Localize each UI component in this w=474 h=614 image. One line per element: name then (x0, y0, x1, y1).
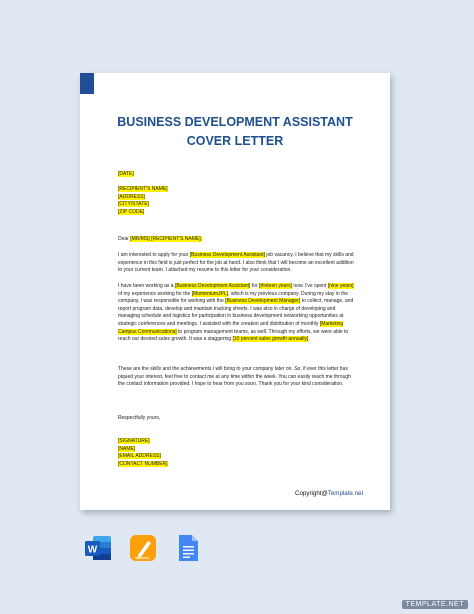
corner-accent (80, 73, 94, 94)
text-run: now. I've spent (292, 283, 328, 289)
highlight-field: [MomentumJPL] (191, 290, 229, 297)
letter-page (80, 73, 390, 510)
text-run: for (250, 283, 259, 289)
contact-field: [CONTACT NUMBER] (118, 460, 168, 467)
recipient-name-field: [RECIPIENT'S NAME] (118, 186, 168, 192)
paragraph-3 (118, 366, 358, 389)
highlight-field: [Marketing Campus Communications] (118, 320, 344, 335)
paragraph-2 (118, 283, 358, 344)
text-run: I am interested to apply for your (118, 252, 190, 258)
signature-field: [SIGNATURE] (118, 438, 150, 444)
text-run: of my experience working for the (118, 290, 192, 297)
watermark: TEMPLATE.NET (402, 600, 468, 609)
text-run: These are the skills and the achievements I will bring to your company later on. So, if ever this letter has piqued your interest, feel free to contact me at any time within the week. You can easily reach me through the contact information provided. I hope to hear from you soon. Thank you for your kind consideration. (118, 366, 351, 388)
text-run: job vacancy. I believe that my skills and experience in this field is just perfect for the job at hand. I also think that I will become an excellent addition to your current team. I attached my resume to this letter for your consideration. (118, 252, 354, 274)
text-run: I have been working as a (118, 283, 175, 289)
text-run: , which is my previous company. During my stay in the company, I was responsible for working with the (118, 290, 349, 305)
copyright-brand: Template.net (327, 490, 364, 497)
pages-icon[interactable] (128, 533, 158, 563)
page-title (80, 113, 390, 151)
highlight-field: [Business Development Assistant] (189, 252, 266, 258)
word-icon-graphic (83, 533, 113, 563)
highlight-field: [Business Development Manager] (225, 298, 301, 305)
zip-field: [ZIP CODE] (118, 208, 145, 215)
highlight-field: [10 percent sales growth annually] (232, 336, 309, 343)
date-field: [DATE] (118, 171, 134, 177)
text-run: to program management teams, as well. Through my efforts, we were able to reach our desired sales growth. It was a staggering (118, 328, 349, 343)
text-run: to collect, manage, and report program data, develop and maintain tracking sheets. I was also in charge of developing and managing schedule and logistics for participation in business development networking opportunities at strategic conferences and meetings. I assisted with the creation and distribution of monthly (118, 298, 354, 327)
salutation (118, 236, 358, 244)
word-letter: W (87, 544, 98, 556)
salutation-name: [MR/MS] [RECIPIENT'S NAME], (130, 236, 203, 242)
paragraph-1 (118, 252, 358, 275)
recipient-block (118, 186, 358, 216)
closing-text: Respectfully yours, (118, 415, 161, 421)
highlight-field: [thirteen years] (258, 283, 293, 289)
title-line-2: COVER LETTER (186, 134, 284, 148)
signature-block (118, 438, 358, 468)
date-block (118, 171, 358, 179)
closing (118, 415, 358, 423)
name-field: [NAME] (118, 445, 136, 452)
highlight-field: [nine years] (327, 283, 354, 289)
google-docs-icon-graphic (173, 533, 203, 563)
city-state-field: [CITY/STATE] (118, 201, 149, 208)
copyright-label: Copyright@ (295, 490, 328, 497)
address-field: [ADDRESS] (118, 193, 145, 200)
text-run: . (308, 336, 310, 343)
email-field: [EMAIL ADDRESS] (118, 453, 161, 460)
salutation-prefix: Dear (118, 236, 131, 242)
title-line-1: BUSINESS DEVELOPMENT ASSISTANT (117, 115, 353, 129)
google-docs-icon[interactable] (173, 533, 203, 563)
pages-icon-graphic (128, 533, 158, 563)
word-icon[interactable] (83, 533, 113, 563)
highlight-field: [Business Development Assistant] (174, 283, 251, 289)
copyright-footer (295, 490, 363, 497)
